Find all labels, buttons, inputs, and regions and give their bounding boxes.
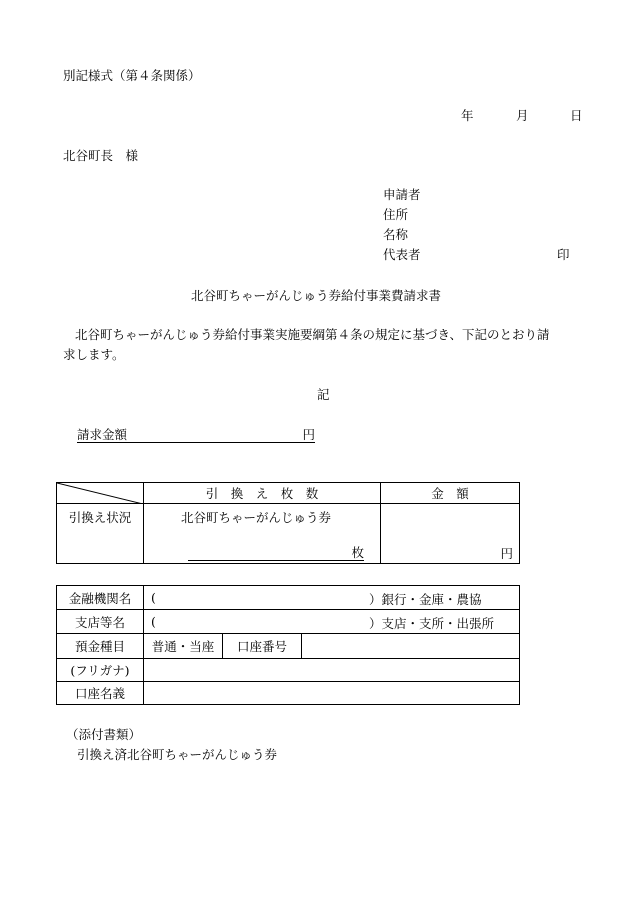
date-day: 日 xyxy=(570,108,583,123)
form-reference: 別記様式（第４条関係） xyxy=(63,68,201,83)
col-header-amount: 金 額 xyxy=(381,483,520,504)
date-year: 年 xyxy=(461,108,474,123)
attachments-label: （添付書類） xyxy=(66,727,142,742)
deposit-label: 預金種目 xyxy=(57,634,144,659)
applicant-title: 申請者 xyxy=(383,187,421,202)
branch-open-paren: ( xyxy=(151,614,156,629)
account-number-label: 口座番号 xyxy=(223,634,302,659)
bank-types: ）銀行・金庫・農協 xyxy=(369,592,482,607)
diagonal-line xyxy=(57,483,143,504)
body-line-2: 求します。 xyxy=(63,347,125,362)
claim-amount-unit: 円 xyxy=(302,427,315,442)
bank-label: 金融機関名 xyxy=(57,586,144,610)
sheet-count-line xyxy=(188,543,364,561)
account-number-field[interactable] xyxy=(302,634,520,659)
voucher-name: 北谷町ちゃーがんじゅう券 xyxy=(181,510,332,525)
account-holder-label: 口座名義 xyxy=(57,682,144,705)
account-holder-field[interactable] xyxy=(144,682,520,705)
applicant-representative: 代表者 xyxy=(383,247,421,262)
yen-unit: 円 xyxy=(500,546,513,561)
exchange-count-cell xyxy=(144,504,381,564)
bank-open-paren: ( xyxy=(151,590,156,605)
date-month: 月 xyxy=(516,108,529,123)
applicant-name: 名称 xyxy=(383,227,409,242)
deposit-types[interactable]: 普通・当座 xyxy=(144,634,223,659)
applicant-address: 住所 xyxy=(383,207,409,222)
addressee: 北谷町長 様 xyxy=(63,148,139,163)
ki-heading: 記 xyxy=(317,387,330,402)
furigana-field[interactable] xyxy=(144,659,520,682)
bank-field[interactable] xyxy=(144,586,520,610)
row-label-exchange: 引換え状況 xyxy=(57,504,144,564)
branch-types: ）支店・支所・出張所 xyxy=(369,616,495,631)
bank-table xyxy=(56,585,520,705)
seal-mark: 印 xyxy=(557,247,570,262)
body-line-1: 北谷町ちゃーがんじゅう券給付事業実施要綱第４条の規定に基づき、下記のとおり請 xyxy=(75,327,550,342)
claim-amount xyxy=(77,425,315,443)
attachments-item: 引換え済北谷町ちゃーがんじゅう券 xyxy=(77,747,278,762)
diagonal-cell xyxy=(57,483,144,504)
sheets-unit: 枚 xyxy=(351,545,364,560)
col-header-count: 引 換 え 枚 数 xyxy=(144,483,381,504)
furigana-label: (フリガナ) xyxy=(57,659,144,682)
document-title: 北谷町ちゃーがんじゅう券給付事業費請求書 xyxy=(191,288,442,303)
branch-field[interactable] xyxy=(144,610,520,634)
branch-label: 支店等名 xyxy=(57,610,144,634)
exchange-amount-cell xyxy=(381,504,520,564)
claim-amount-label: 請求金額 xyxy=(77,427,128,442)
exchange-table xyxy=(56,482,520,564)
